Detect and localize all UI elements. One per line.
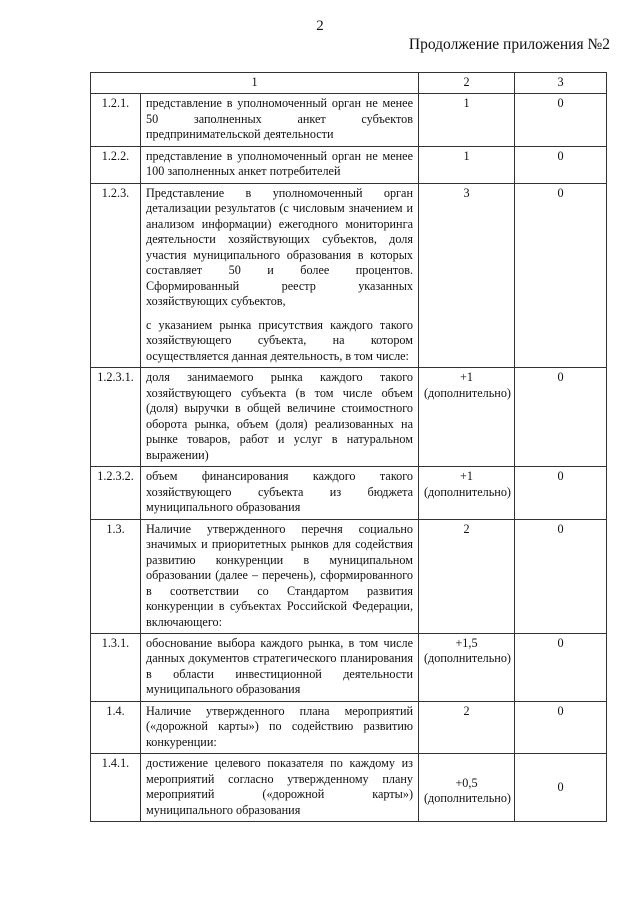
- table-row: [91, 754, 607, 822]
- row-points: [419, 368, 515, 467]
- row-description: Наличие утвержденного перечня социально значимых и приоритетных рынков для содействия развитию конкуренции в муниципальном образовании (далее – перечень), сформированного в соответствии со Стандартом развития конкуренции в субъектах Российской Федерации, включающего:: [141, 519, 419, 633]
- row-value: 0: [515, 467, 607, 519]
- row-number: 1.2.2.: [91, 146, 141, 183]
- row-points: 1: [419, 94, 515, 146]
- points-note: (дополнительно): [424, 484, 511, 499]
- points-value: +1: [460, 469, 473, 484]
- row-description: объем финансирования каждого такого хозяйствующего субъекта из бюджета муниципального образования: [141, 467, 419, 519]
- table-row: [91, 519, 607, 633]
- row-number: 1.4.1.: [91, 754, 141, 822]
- row-points: [419, 633, 515, 701]
- row-value: 0: [515, 754, 607, 822]
- table-row: [91, 183, 607, 367]
- column-header: 1: [91, 73, 419, 94]
- row-value: 0: [515, 146, 607, 183]
- table-row: [91, 146, 607, 183]
- row-description: [141, 183, 419, 367]
- points-note: (дополнительно): [424, 791, 511, 806]
- row-description: представление в уполномоченный орган не менее 100 заполненных анкет потребителей: [141, 146, 419, 183]
- row-points: 2: [419, 519, 515, 633]
- column-header: 3: [515, 73, 607, 94]
- row-number: 1.3.1.: [91, 633, 141, 701]
- row-description: представление в уполномоченный орган не менее 50 заполненных анкет субъектов предпринимательской деятельности: [141, 94, 419, 146]
- table-row: [91, 633, 607, 701]
- points-note: (дополнительно): [424, 385, 511, 400]
- row-value: 0: [515, 183, 607, 367]
- table-row: [91, 467, 607, 519]
- table-header-row: [91, 73, 607, 94]
- row-description-part: с указанием рынка присутствия каждого такого хозяйствующего субъекта, на котором осуществляется данная деятельность, в том числе:: [146, 317, 413, 363]
- row-value: 0: [515, 94, 607, 146]
- table-row: [91, 368, 607, 467]
- row-description: доля занимаемого рынка каждого такого хозяйствующего субъекта (в том числе объем (доля) выручки в общей величине стоимостного оборота рынка, объем (доля) реализованных на рынке товаров, работ и услуг в натуральном выражении): [141, 368, 419, 467]
- table-row: [91, 701, 607, 753]
- row-points: 2: [419, 701, 515, 753]
- points-value: +1: [460, 370, 473, 385]
- row-points: [419, 467, 515, 519]
- row-points: 1: [419, 146, 515, 183]
- appendix-continuation-title: Продолжение приложения №2: [408, 36, 610, 53]
- points-value: +1,5: [455, 635, 478, 650]
- table-row: [91, 94, 607, 146]
- page-number: 2: [316, 18, 324, 34]
- points-value: +0,5: [455, 775, 478, 790]
- points-note: (дополнительно): [424, 651, 511, 666]
- criteria-table: [90, 72, 607, 822]
- row-points: [419, 754, 515, 822]
- row-number: 1.4.: [91, 701, 141, 753]
- row-value: 0: [515, 701, 607, 753]
- column-header: 2: [419, 73, 515, 94]
- row-value: 0: [515, 368, 607, 467]
- row-points: 3: [419, 183, 515, 367]
- row-value: 0: [515, 633, 607, 701]
- row-number: 1.2.1.: [91, 94, 141, 146]
- row-description: достижение целевого показателя по каждому из мероприятий согласно утвержденному плану мероприятий («дорожной карты») муниципального образования: [141, 754, 419, 822]
- row-description: Наличие утвержденного плана мероприятий («дорожной карты») по содействию развитию конкуренции:: [141, 701, 419, 753]
- row-value: 0: [515, 519, 607, 633]
- row-number: 1.2.3.: [91, 183, 141, 367]
- row-description-part: Представление в уполномоченный орган детализации результатов (с числовым значением и анализом информации) ежегодного мониторинга деятельности хозяйствующих субъектов, доля участия муниципального образования в которых составляет 50 и более процентов. Сформированный реестр указанных хозяйствующих субъектов,: [146, 185, 413, 309]
- row-number: 1.2.3.1.: [91, 368, 141, 467]
- row-number: 1.2.3.2.: [91, 467, 141, 519]
- row-number: 1.3.: [91, 519, 141, 633]
- row-description: обоснование выбора каждого рынка, в том числе данных документов стратегического планирования в области инвестиционной деятельности муниципального образования: [141, 633, 419, 701]
